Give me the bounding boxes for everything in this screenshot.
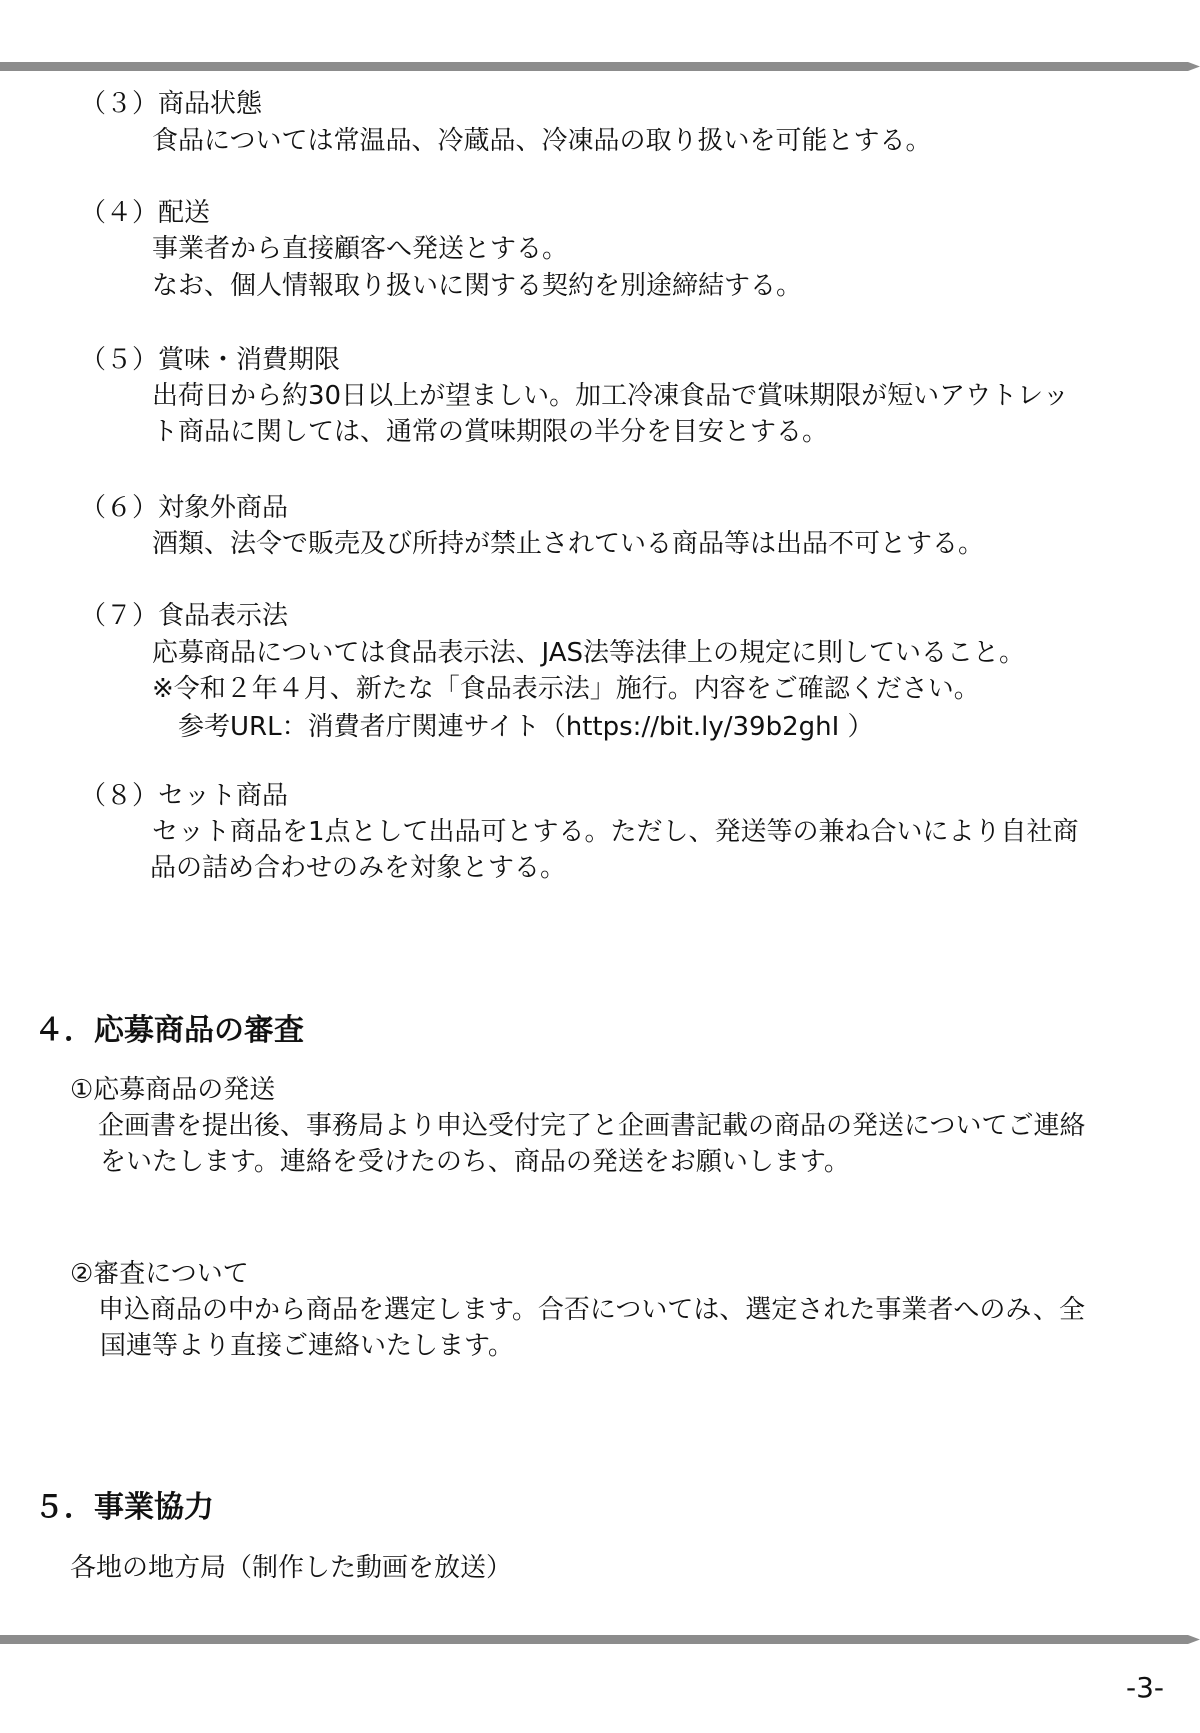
section-4-sub-1-line-2: をいたします。連絡を受けたのち、商品の発送をお願いします。: [100, 1147, 850, 1177]
section-4-sub-2-line-2: 国連等より直接ご連絡いたします。: [100, 1331, 514, 1361]
item-8-line-2: 品の詰め合わせのみを対象とする。: [150, 853, 567, 883]
item-7-reference-url: 参考URL：消費者庁関連サイト（https://bit.ly/39b2ghI ）: [178, 712, 874, 742]
top-divider: [0, 62, 1200, 71]
section-4-sub-1-heading: ①応募商品の発送: [70, 1075, 276, 1105]
bottom-divider: [0, 1635, 1200, 1644]
section-5-title: ５．事業協力: [34, 1490, 214, 1525]
section-4-title: ４．応募商品の審査: [34, 1013, 304, 1048]
section-4-sub-1-line-1: 企画書を提出後、事務局より申込受付完了と企画書記載の商品の発送についてご連絡: [98, 1111, 1086, 1141]
item-4-line-1: 事業者から直接顧客へ発送とする。: [152, 234, 569, 264]
page-number: -3-: [1125, 1671, 1164, 1704]
item-7-line-1: 応募商品については食品表示法、JAS法等法律上の規定に則していること。: [152, 638, 1025, 668]
item-6-line-1: 酒類、法令で販売及び所持が禁止されている商品等は出品不可とする。: [152, 529, 985, 559]
section-4-sub-2-line-1: 申込商品の中から商品を選定します。合否については、選定された事業者へのみ、全: [98, 1295, 1085, 1325]
item-7-heading: （７）食品表示法: [80, 601, 289, 631]
item-8-heading: （８）セット商品: [80, 781, 289, 811]
item-4-line-2: なお、個人情報取り扱いに関する契約を別途締結する。: [152, 271, 803, 301]
item-6-heading: （６）対象外商品: [80, 493, 289, 523]
item-5-line-1: 出荷日から約30日以上が望ましい。加工冷凍食品で賞味期限が短いアウトレッ: [152, 381, 1069, 411]
section-5-text: 各地の地方局（制作した動画を放送）: [70, 1553, 513, 1583]
item-3-heading: （３）商品状態: [80, 89, 263, 119]
item-3-line-1: 食品については常温品、冷蔵品、冷凍品の取り扱いを可能とする。: [152, 126, 932, 156]
item-7-line-2: ※令和２年４月、新たな「食品表示法」施行。内容をご確認ください。: [152, 674, 980, 704]
section-4-sub-2-heading: ②審査について: [70, 1259, 249, 1289]
item-5-line-2: ト商品に関しては、通常の賞味期限の半分を目安とする。: [152, 417, 829, 447]
item-5-heading: （５）賞味・消費期限: [80, 345, 341, 375]
item-4-heading: （４）配送: [80, 198, 211, 228]
item-8-line-1: セット商品を1点として出品可とする。ただし、発送等の兼ね合いにより自社商: [152, 817, 1079, 847]
